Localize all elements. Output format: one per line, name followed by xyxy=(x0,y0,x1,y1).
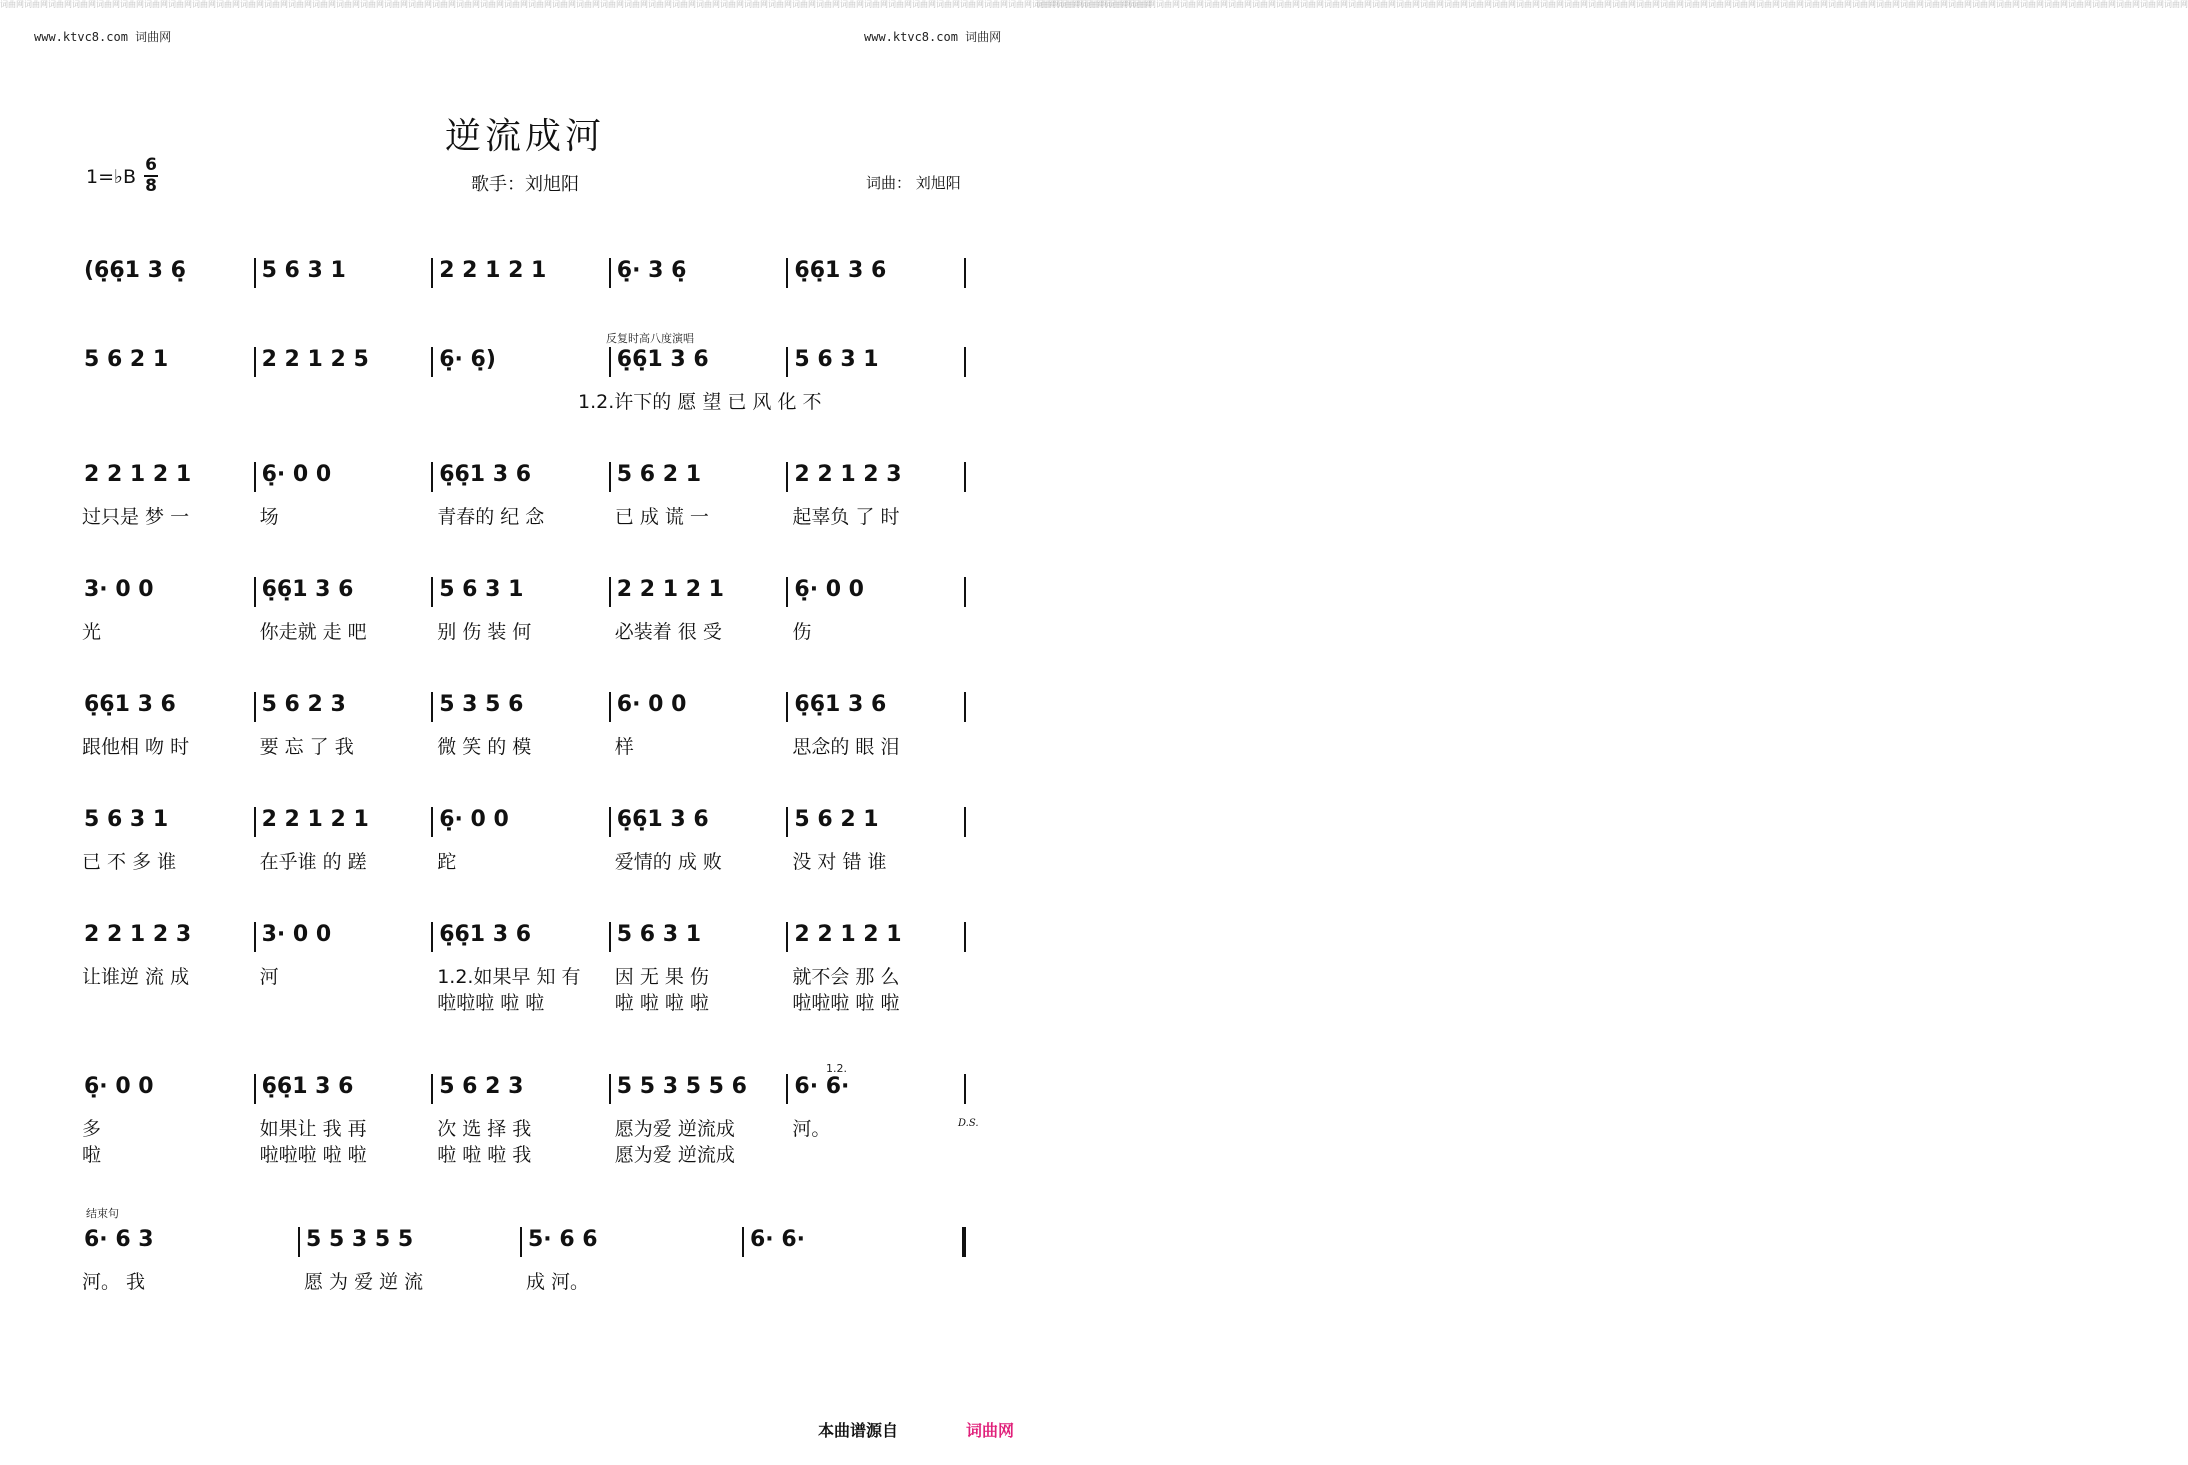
lyric-line: 河。 我 xyxy=(82,1271,146,1293)
bar-line xyxy=(964,258,966,288)
bar-line xyxy=(520,1227,522,1257)
source-label: 本曲谱源自 xyxy=(818,1421,899,1440)
bar-line xyxy=(609,347,611,377)
bar-line xyxy=(254,258,256,288)
measure-notes: 5 6 2 1 xyxy=(616,462,702,487)
measure-notes: 6̣· 0 0 xyxy=(84,1074,154,1099)
lyric-line: 场 xyxy=(259,506,279,528)
lyric-line: 已 成 谎 一 xyxy=(614,506,709,528)
ending-label: 结束句 xyxy=(86,1207,119,1220)
source-site-link[interactable]: 词曲网 xyxy=(966,1421,1015,1440)
lyric-line: 多 xyxy=(82,1118,102,1140)
bar-line xyxy=(742,1227,744,1257)
measure-notes: 6· 6 3 xyxy=(84,1227,154,1252)
bar-line xyxy=(609,807,611,837)
bar-line xyxy=(786,1074,788,1104)
measure-notes: 6· 6· xyxy=(750,1227,805,1252)
bar-line xyxy=(964,807,966,837)
bar-line xyxy=(431,692,433,722)
measure-notes: 6̣6̣1 3 6 xyxy=(794,692,887,717)
lyric-line: 河 xyxy=(259,966,279,988)
measure-notes: 5· 6 6 xyxy=(528,1227,598,1252)
measure-notes: 5 3 5 6 xyxy=(439,692,524,717)
measure-notes: 6̣6̣1 3 6 xyxy=(616,807,709,832)
bar-line xyxy=(431,1074,433,1104)
measure-notes: 6̣6̣1 3 6 xyxy=(84,692,176,717)
singer-credit: 歌手：刘旭阳 xyxy=(471,174,579,195)
measure-notes: 5 6 2 3 xyxy=(261,692,346,717)
bar-line xyxy=(254,807,256,837)
lyric-line: 愿 为 爱 逆 流 xyxy=(304,1271,424,1293)
bar-line xyxy=(964,577,966,607)
bar-line xyxy=(298,1227,300,1257)
lyric-line: 样 xyxy=(614,736,634,758)
lyric-line: 1.2.许下的 愿 望 已 风 化 不 xyxy=(578,391,822,413)
measure-notes: 5 6 3 1 xyxy=(794,347,879,372)
measure-notes: 5 5 3 5 5 xyxy=(306,1227,414,1252)
measure-notes: 6̣6̣1 3 6 xyxy=(261,1074,354,1099)
lyric-line: 就不会 那 么 xyxy=(792,966,900,988)
lyric-line: 让谁逆 流 成 xyxy=(82,966,190,988)
bar-line xyxy=(786,462,788,492)
lyric-line: 青春的 纪 念 xyxy=(437,506,545,528)
measure-notes: 6̣· 0 0 xyxy=(261,462,332,487)
watermark-right xyxy=(1036,0,2188,1465)
bar-line xyxy=(609,462,611,492)
bar-line xyxy=(786,922,788,952)
measure-notes: 2 2 1 2 3 xyxy=(794,462,902,487)
bar-line xyxy=(254,1074,256,1104)
lyric-line: 如果让 我 再 xyxy=(259,1118,367,1140)
bar-line xyxy=(964,462,966,492)
bar-line xyxy=(431,347,433,377)
bar-line xyxy=(964,692,966,722)
bar-line xyxy=(431,577,433,607)
measure-notes: 5 6 2 1 xyxy=(84,347,169,372)
bar-line xyxy=(609,1074,611,1104)
lyric-line: 次 选 择 我 xyxy=(437,1118,532,1140)
watermark-right-text: 词曲网词曲网词曲网词曲网词曲网词曲网词曲网词曲网词曲网词曲网词曲网词曲网词曲网词曲网词曲网词曲网词曲网词曲网词曲网词曲网词曲网词曲网词曲网词曲网词曲网词曲网词曲网词曲网词曲网词曲网词曲网词曲网词曲网词曲网词曲网词曲网词曲网词曲网词曲网词曲网词曲网词曲网词曲网词曲网词曲网词曲网词曲网词曲网 xyxy=(1036,0,2188,9)
measure-notes: 6̣6̣1 3 6 xyxy=(261,577,354,602)
lyric-line-second-verse: 啦 啦 啦 我 xyxy=(437,1144,532,1166)
time-signature-bottom: 8 xyxy=(145,176,157,196)
lyric-line: 河。 xyxy=(792,1118,831,1140)
bar-line xyxy=(786,692,788,722)
bar-line xyxy=(964,1074,966,1104)
watermark-left-text: 词曲网词曲网词曲网词曲网词曲网词曲网词曲网词曲网词曲网词曲网词曲网词曲网词曲网词曲网词曲网词曲网词曲网词曲网词曲网词曲网词曲网词曲网词曲网词曲网词曲网词曲网词曲网词曲网词曲网词曲网词曲网词曲网词曲网词曲网词曲网词曲网词曲网词曲网词曲网词曲网词曲网词曲网词曲网词曲网词曲网词曲网词曲网词曲网 xyxy=(0,0,1152,9)
bar-line xyxy=(431,462,433,492)
measure-notes: 2 2 1 2 1 xyxy=(794,922,902,947)
measure-notes: 2 2 1 2 5 xyxy=(261,347,369,372)
lyric-line: 要 忘 了 我 xyxy=(259,736,354,758)
bar-line xyxy=(431,807,433,837)
lyric-line: 过只是 梦 一 xyxy=(82,506,190,528)
lyric-line: 成 河。 xyxy=(526,1271,590,1293)
bar-line xyxy=(431,258,433,288)
measure-notes: 2 2 1 2 1 xyxy=(261,807,369,832)
lyric-line: 在乎谁 的 蹉 xyxy=(259,851,367,873)
measure-notes: 2 2 1 2 1 xyxy=(439,258,547,283)
ds-marking: D.S. xyxy=(958,1118,979,1129)
measure-notes: 6̣6̣1 3 6 xyxy=(439,462,532,487)
measure-notes: 6· 0 0 xyxy=(616,692,687,717)
key-signature: 1=♭B xyxy=(86,166,137,188)
lyric-line: 微 笑 的 模 xyxy=(437,736,532,758)
lyric-line-second-verse: 啦 xyxy=(82,1144,102,1166)
bar-line xyxy=(786,347,788,377)
measure-notes: (6̣6̣1 3 6̣ xyxy=(84,258,186,283)
composer-credit: 词曲： 刘旭阳 xyxy=(866,174,961,192)
bar-line xyxy=(254,462,256,492)
lyric-line-second-verse: 啦啦啦 啦 啦 xyxy=(259,1144,367,1166)
bar-line xyxy=(786,258,788,288)
lyric-line: 跟他相 吻 时 xyxy=(82,736,190,758)
measure-notes: 6̣6̣1 3 6 xyxy=(439,922,532,947)
lyric-line-second-verse: 啦啦啦 啦 啦 xyxy=(437,992,545,1014)
lyric-line: 伤 xyxy=(792,621,812,643)
site-header-right[interactable]: www.ktvc8.com 词曲网 xyxy=(864,30,1002,44)
bar-line xyxy=(609,922,611,952)
final-double-bar xyxy=(962,1227,966,1257)
measure-notes: 6̣· 3 6̣ xyxy=(616,258,687,283)
lyric-line: 别 伤 装 何 xyxy=(437,621,532,643)
lyric-line: 1.2.如果早 知 有 xyxy=(437,966,581,988)
measure-notes: 6̣· 0 0 xyxy=(439,807,509,832)
measure-notes: 5 6 3 1 xyxy=(439,577,524,602)
measure-notes: 5 6 2 3 xyxy=(439,1074,524,1099)
measure-notes: 6̣· 6̣) xyxy=(439,347,496,372)
bar-line xyxy=(254,922,256,952)
lyric-line: 光 xyxy=(82,621,102,643)
lyric-line: 已 不 多 谁 xyxy=(82,851,177,873)
lyric-line: 思念的 眼 泪 xyxy=(792,736,900,758)
bar-line xyxy=(786,807,788,837)
bar-line xyxy=(964,347,966,377)
measure-notes: 5 6 2 1 xyxy=(794,807,879,832)
measure-notes: 2 2 1 2 1 xyxy=(84,462,192,487)
bar-line xyxy=(964,922,966,952)
measure-notes: 2 2 1 2 1 xyxy=(616,577,724,602)
lyric-line-second-verse: 啦 啦 啦 啦 xyxy=(614,992,709,1014)
time-signature xyxy=(143,156,159,196)
bar-line xyxy=(609,258,611,288)
lyric-line: 跎 xyxy=(437,851,457,873)
lyric-line-second-verse: 啦啦啦 啦 啦 xyxy=(792,992,900,1014)
measure-notes: 5 5 3 5 5 6 xyxy=(616,1074,747,1099)
lyric-line-second-verse: 愿为爱 逆流成 xyxy=(614,1144,735,1166)
measure-notes: 5 6 3 1 xyxy=(84,807,169,832)
lyric-line: 因 无 果 伤 xyxy=(614,966,709,988)
measure-notes: 3· 0 0 xyxy=(84,577,154,602)
measure-notes: 6̣6̣1 3 6 xyxy=(794,258,887,283)
repeat-octave-note: 反复时高八度演唱 xyxy=(606,332,694,345)
bar-line xyxy=(431,922,433,952)
site-header-left[interactable]: www.ktvc8.com 词曲网 xyxy=(34,30,172,44)
measure-notes: 5 6 3 1 xyxy=(261,258,346,283)
bar-line xyxy=(254,692,256,722)
measure-notes: 6· 6· xyxy=(794,1074,850,1099)
lyric-line: 起辜负 了 时 xyxy=(792,506,900,528)
volta-label: 1.2. xyxy=(826,1062,847,1075)
bar-line xyxy=(254,347,256,377)
measure-notes: 2 2 1 2 3 xyxy=(84,922,192,947)
bar-line xyxy=(786,577,788,607)
measure-notes: 6̣6̣1 3 6 xyxy=(616,347,709,372)
measure-notes: 5 6 3 1 xyxy=(616,922,702,947)
measure-notes: 6̣· 0 0 xyxy=(794,577,864,602)
bar-line xyxy=(609,692,611,722)
lyric-line: 必装着 很 受 xyxy=(614,621,722,643)
bar-line xyxy=(254,577,256,607)
lyric-line: 愿为爱 逆流成 xyxy=(614,1118,735,1140)
measure-notes: 3· 0 0 xyxy=(261,922,332,947)
lyric-line: 爱情的 成 败 xyxy=(614,851,722,873)
song-title: 逆流成河 xyxy=(444,116,605,157)
bar-line xyxy=(609,577,611,607)
lyric-line: 你走就 走 吧 xyxy=(259,621,367,643)
time-signature-top: 6 xyxy=(145,155,157,175)
lyric-line: 没 对 错 谁 xyxy=(792,851,887,873)
